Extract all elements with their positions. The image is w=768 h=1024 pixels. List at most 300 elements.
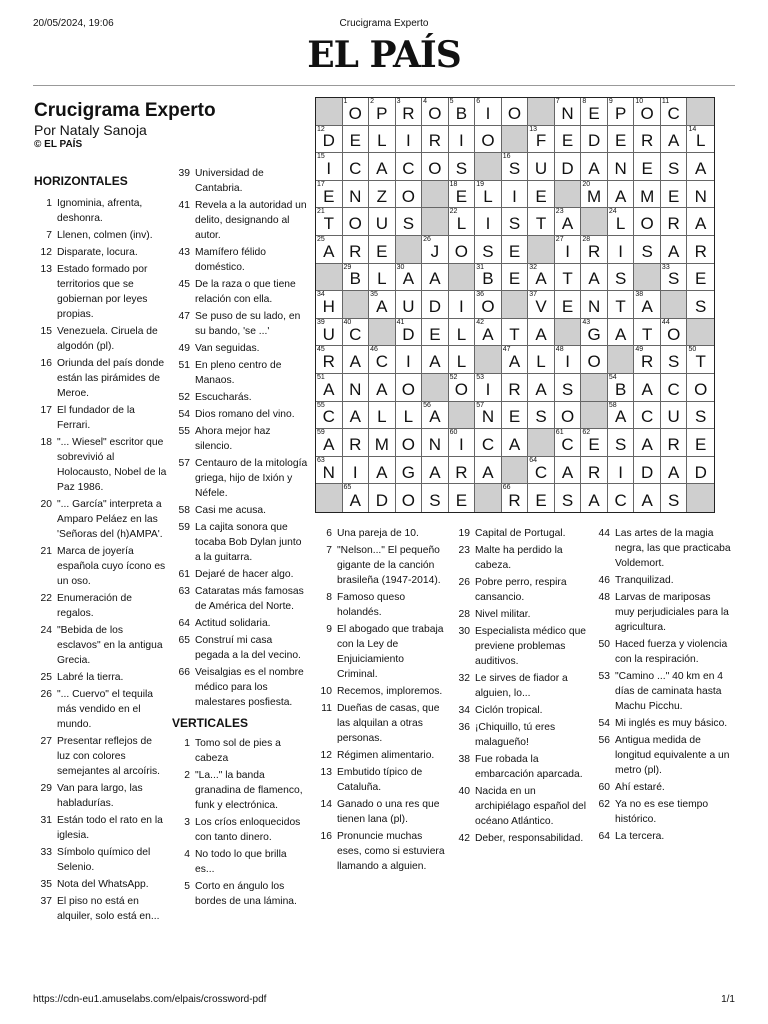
grid-cell[interactable]: [661, 429, 688, 457]
grid-cell[interactable]: [528, 346, 555, 374]
grid-cell[interactable]: [608, 126, 635, 154]
grid-cell[interactable]: [555, 457, 582, 485]
grid-cell[interactable]: [581, 429, 608, 457]
grid-cell[interactable]: [343, 98, 370, 126]
grid-block: [502, 126, 529, 154]
cell-letter: C: [349, 324, 362, 344]
grid-cell[interactable]: [396, 319, 423, 347]
grid-cell[interactable]: [687, 208, 714, 236]
grid-cell[interactable]: [608, 484, 635, 512]
grid-cell[interactable]: [396, 98, 423, 126]
cell-letter: R: [508, 490, 521, 510]
cell-number: 55: [317, 401, 325, 409]
grid-cell[interactable]: [422, 319, 449, 347]
grid-cell[interactable]: [581, 126, 608, 154]
grid-cell[interactable]: [396, 291, 423, 319]
grid-cell[interactable]: [343, 181, 370, 209]
grid-cell[interactable]: [634, 181, 661, 209]
cell-number: 63: [317, 456, 325, 464]
cell-letter: E: [376, 241, 388, 261]
grid-cell[interactable]: [396, 484, 423, 512]
grid-block: [369, 319, 396, 347]
grid-cell[interactable]: [634, 374, 661, 402]
grid-cell[interactable]: [661, 98, 688, 126]
grid-cell[interactable]: [422, 346, 449, 374]
clue-item: [452, 543, 588, 573]
grid-cell[interactable]: [475, 181, 502, 209]
grid-cell[interactable]: [396, 153, 423, 181]
grid-cell[interactable]: [687, 181, 714, 209]
grid-cell[interactable]: [369, 484, 396, 512]
clue-number: 34: [458, 705, 470, 716]
grid-cell[interactable]: [661, 346, 688, 374]
grid-cell[interactable]: [369, 374, 396, 402]
clue-text: Cataratas más famosas de América del Norte.: [195, 586, 304, 612]
grid-cell[interactable]: [449, 153, 476, 181]
grid-cell[interactable]: [528, 374, 555, 402]
grid-cell[interactable]: [661, 402, 688, 430]
grid-cell[interactable]: [502, 181, 529, 209]
clue-item: [172, 736, 308, 766]
clue-item: [452, 703, 588, 718]
grid-cell[interactable]: [475, 291, 502, 319]
grid-cell[interactable]: [475, 264, 502, 292]
cell-letter: A: [668, 241, 680, 261]
cell-number: 62: [582, 429, 591, 437]
clue-text: La tercera.: [615, 831, 665, 842]
grid-cell[interactable]: [528, 484, 555, 512]
grid-cell[interactable]: [422, 402, 449, 430]
grid-cell[interactable]: [661, 181, 688, 209]
grid-cell[interactable]: [608, 181, 635, 209]
grid-block: [687, 484, 714, 512]
grid-block: [555, 319, 582, 347]
grid-cell[interactable]: [687, 126, 714, 154]
cell-letter: L: [615, 214, 626, 234]
clue-text: Están todo el rato en la iglesia.: [57, 815, 163, 841]
grid-cell[interactable]: [634, 126, 661, 154]
grid-cell[interactable]: [369, 236, 396, 264]
grid-cell[interactable]: [634, 236, 661, 264]
clue-text: "... Cuervo" el tequila más vendido en el mundo.: [57, 689, 154, 730]
clue-text: Tomo sol de pies a cabeza: [195, 738, 281, 764]
grid-cell[interactable]: [661, 319, 688, 347]
clue-item: [34, 403, 168, 433]
clue-text: Nivel militar.: [475, 609, 531, 620]
clue-text: Ahora mejor haz silencio.: [195, 426, 271, 452]
grid-cell[interactable]: [316, 153, 343, 181]
cell-letter: A: [695, 158, 707, 178]
grid-cell[interactable]: [369, 402, 396, 430]
cell-letter: A: [695, 214, 707, 234]
grid-cell[interactable]: [343, 484, 370, 512]
clue-item: [34, 435, 168, 495]
grid-cell[interactable]: [608, 402, 635, 430]
grid-block: [581, 374, 608, 402]
grid-cell[interactable]: [396, 374, 423, 402]
grid-cell[interactable]: [502, 98, 529, 126]
grid-cell[interactable]: [634, 153, 661, 181]
grid-cell[interactable]: [608, 208, 635, 236]
grid-cell[interactable]: [449, 429, 476, 457]
cell-letter: C: [481, 434, 495, 454]
grid-cell[interactable]: [687, 236, 714, 264]
grid-block: [316, 484, 343, 512]
grid-cell[interactable]: [369, 291, 396, 319]
grid-cell[interactable]: [687, 402, 714, 430]
grid-cell[interactable]: [634, 319, 661, 347]
cell-letter: F: [535, 131, 547, 151]
clue-item: [172, 390, 308, 405]
grid-cell[interactable]: [634, 208, 661, 236]
grid-cell[interactable]: [528, 291, 555, 319]
cell-number: 45: [317, 346, 325, 354]
clue-text: Dios romano del vino.: [195, 409, 295, 420]
grid-cell[interactable]: [316, 236, 343, 264]
grid-cell[interactable]: [422, 126, 449, 154]
cell-letter: O: [640, 214, 654, 234]
clue-item: [592, 797, 732, 827]
clue-item: [34, 497, 168, 542]
cell-letter: C: [349, 158, 362, 178]
cell-letter: A: [376, 379, 388, 399]
cell-letter: T: [535, 214, 547, 234]
grid-cell[interactable]: [422, 484, 449, 512]
grid-cell[interactable]: [555, 153, 582, 181]
clue-text: Ciclón tropical.: [475, 705, 543, 716]
grid-cell[interactable]: [581, 346, 608, 374]
grid-cell[interactable]: [687, 291, 714, 319]
grid-cell[interactable]: [316, 402, 343, 430]
grid-cell[interactable]: [343, 457, 370, 485]
grid-cell[interactable]: [449, 126, 476, 154]
clue-item: [172, 520, 308, 565]
grid-cell[interactable]: [555, 484, 582, 512]
grid-cell[interactable]: [608, 236, 635, 264]
puzzle-copyright: © EL PAÍS: [34, 139, 83, 150]
grid-cell[interactable]: [449, 291, 476, 319]
cell-number: 6: [476, 98, 481, 105]
grid-cell[interactable]: [343, 402, 370, 430]
grid-cell[interactable]: [449, 484, 476, 512]
grid-cell[interactable]: [634, 484, 661, 512]
clue-item: [172, 815, 308, 845]
cell-letter: O: [401, 434, 415, 454]
grid-cell[interactable]: [449, 181, 476, 209]
grid-cell[interactable]: [555, 236, 582, 264]
cell-letter: A: [641, 296, 653, 316]
grid-cell[interactable]: [634, 429, 661, 457]
cell-number: 29: [343, 263, 352, 271]
grid-cell[interactable]: [422, 153, 449, 181]
grid-cell[interactable]: [369, 98, 396, 126]
grid-cell[interactable]: [502, 208, 529, 236]
grid-cell[interactable]: [555, 291, 582, 319]
clue-number: 3: [184, 817, 190, 828]
cell-letter: A: [588, 269, 600, 289]
cell-number: 40: [343, 318, 352, 326]
cell-letter: S: [535, 407, 547, 427]
grid-cell[interactable]: [475, 126, 502, 154]
grid-cell[interactable]: [687, 374, 714, 402]
grid-cell[interactable]: [369, 208, 396, 236]
grid-cell[interactable]: [502, 429, 529, 457]
grid-cell[interactable]: [502, 153, 529, 181]
cell-letter: O: [640, 103, 654, 123]
clue-text: "Nelson..." El pequeño gigante de la canción brasileña (1947-2014).: [337, 545, 441, 586]
grid-cell[interactable]: [316, 346, 343, 374]
cell-number: 32: [529, 263, 538, 271]
grid-cell[interactable]: [369, 153, 396, 181]
grid-cell[interactable]: [475, 208, 502, 236]
horizontales-column-2: [172, 166, 308, 911]
cell-letter: C: [667, 379, 680, 399]
grid-cell[interactable]: [343, 264, 370, 292]
cell-letter: T: [509, 324, 520, 344]
grid-cell[interactable]: [369, 126, 396, 154]
cell-letter: A: [641, 490, 653, 510]
grid-cell[interactable]: [661, 236, 688, 264]
clue-text: Enumeración de regalos.: [57, 593, 132, 619]
grid-cell[interactable]: [502, 374, 529, 402]
grid-cell[interactable]: [608, 98, 635, 126]
grid-cell[interactable]: [581, 153, 608, 181]
cell-letter: E: [561, 296, 574, 316]
grid-cell[interactable]: [502, 346, 529, 374]
grid-cell[interactable]: [608, 457, 635, 485]
grid-cell[interactable]: [555, 429, 582, 457]
grid-cell[interactable]: [661, 374, 688, 402]
grid-cell[interactable]: [555, 126, 582, 154]
cell-letter: P: [614, 103, 627, 123]
clue-item: [34, 196, 168, 226]
cell-number: 23: [555, 208, 564, 216]
grid-cell[interactable]: [661, 126, 688, 154]
grid-block: [316, 98, 343, 126]
grid-cell[interactable]: [687, 429, 714, 457]
grid-cell[interactable]: [396, 181, 423, 209]
cell-number: 27: [555, 236, 564, 243]
grid-cell[interactable]: [634, 346, 661, 374]
grid-cell[interactable]: [396, 346, 423, 374]
grid-cell[interactable]: [475, 374, 502, 402]
grid-cell[interactable]: [475, 98, 502, 126]
grid-cell[interactable]: [687, 457, 714, 485]
grid-cell[interactable]: [555, 264, 582, 292]
grid-cell[interactable]: [449, 346, 476, 374]
grid-cell[interactable]: [608, 429, 635, 457]
grid-cell[interactable]: [528, 208, 555, 236]
grid-block: [396, 236, 423, 264]
grid-cell[interactable]: [422, 457, 449, 485]
grid-cell[interactable]: [581, 236, 608, 264]
grid-cell[interactable]: [396, 264, 423, 292]
cell-letter: E: [588, 103, 600, 123]
grid-cell[interactable]: [422, 264, 449, 292]
grid-cell[interactable]: [608, 319, 635, 347]
cell-number: 44: [661, 318, 670, 326]
clue-number: 18: [40, 437, 52, 448]
cell-letter: I: [405, 352, 411, 372]
cell-letter: I: [326, 158, 332, 178]
grid-cell[interactable]: [528, 126, 555, 154]
cell-number: 13: [529, 125, 538, 133]
grid-cell[interactable]: [343, 236, 370, 264]
clue-text: Ahí estaré.: [615, 782, 665, 793]
grid-cell[interactable]: [449, 98, 476, 126]
grid-cell[interactable]: [475, 429, 502, 457]
grid-cell[interactable]: [634, 98, 661, 126]
clue-text: Actitud solidaria.: [195, 618, 271, 629]
grid-cell[interactable]: [475, 236, 502, 264]
grid-cell[interactable]: [316, 126, 343, 154]
cell-letter: I: [512, 186, 517, 206]
grid-cell[interactable]: [475, 402, 502, 430]
grid-cell[interactable]: [369, 429, 396, 457]
grid-cell[interactable]: [316, 181, 343, 209]
clue-number: 1: [184, 738, 190, 749]
grid-cell[interactable]: [502, 484, 529, 512]
grid-cell[interactable]: [422, 291, 449, 319]
grid-cell[interactable]: [634, 457, 661, 485]
clue-item: [592, 733, 732, 778]
grid-cell[interactable]: [502, 264, 529, 292]
cell-letter: T: [641, 324, 653, 344]
grid-cell[interactable]: [343, 153, 370, 181]
clue-text: Labré la tierra.: [57, 672, 124, 683]
grid-cell[interactable]: [396, 429, 423, 457]
grid-cell[interactable]: [343, 208, 370, 236]
grid-cell[interactable]: [528, 319, 555, 347]
grid-cell[interactable]: [502, 319, 529, 347]
grid-cell[interactable]: [449, 236, 476, 264]
grid-cell[interactable]: [369, 264, 396, 292]
grid-cell[interactable]: [369, 457, 396, 485]
cell-letter: G: [401, 462, 415, 482]
grid-cell[interactable]: [316, 457, 343, 485]
grid-cell[interactable]: [608, 264, 635, 292]
grid-cell[interactable]: [316, 374, 343, 402]
grid-cell[interactable]: [528, 457, 555, 485]
grid-cell[interactable]: [661, 208, 688, 236]
grid-cell[interactable]: [581, 484, 608, 512]
grid-cell[interactable]: [687, 153, 714, 181]
grid-cell[interactable]: [555, 402, 582, 430]
cell-number: 54: [608, 374, 617, 381]
clue-text: Régimen alimentario.: [337, 750, 435, 761]
grid-cell[interactable]: [449, 374, 476, 402]
cell-letter: E: [668, 186, 680, 206]
cell-letter: L: [483, 186, 493, 206]
grid-cell[interactable]: [422, 429, 449, 457]
grid-cell[interactable]: [661, 264, 688, 292]
grid-block: [528, 98, 555, 126]
grid-cell[interactable]: [581, 264, 608, 292]
grid-cell[interactable]: [528, 153, 555, 181]
grid-cell[interactable]: [369, 346, 396, 374]
clue-text: Tranquilizad.: [615, 575, 674, 586]
cell-number: 10: [635, 98, 644, 105]
cell-letter: Z: [376, 186, 388, 206]
grid-cell[interactable]: [475, 319, 502, 347]
grid-cell[interactable]: [449, 457, 476, 485]
cell-number: 5: [449, 98, 454, 105]
grid-block: [502, 291, 529, 319]
clue-number: 66: [178, 667, 190, 678]
grid-cell[interactable]: [555, 346, 582, 374]
grid-cell[interactable]: [528, 402, 555, 430]
grid-cell[interactable]: [687, 346, 714, 374]
grid-cell[interactable]: [581, 319, 608, 347]
grid-cell[interactable]: [687, 264, 714, 292]
grid-cell[interactable]: [608, 291, 635, 319]
grid-cell[interactable]: [343, 126, 370, 154]
clue-text: Recemos, imploremos.: [337, 686, 443, 697]
grid-cell[interactable]: [608, 374, 635, 402]
grid-cell[interactable]: [343, 319, 370, 347]
clue-text: Malte ha perdido la cabeza.: [475, 545, 563, 571]
cell-number: 41: [396, 318, 405, 326]
grid-cell[interactable]: [555, 98, 582, 126]
grid-cell[interactable]: [316, 319, 343, 347]
clue-text: Van seguidas.: [195, 343, 260, 354]
clue-text: Van para largo, las habladurías.: [57, 783, 143, 809]
grid-cell[interactable]: [316, 291, 343, 319]
grid-cell[interactable]: [661, 457, 688, 485]
grid-cell[interactable]: [475, 457, 502, 485]
cell-number: 65: [343, 484, 352, 492]
grid-cell[interactable]: [581, 181, 608, 209]
clue-number: 16: [40, 358, 52, 369]
grid-cell[interactable]: [343, 346, 370, 374]
grid-cell[interactable]: [343, 429, 370, 457]
grid-cell[interactable]: [422, 98, 449, 126]
grid-cell[interactable]: [555, 208, 582, 236]
grid-cell[interactable]: [661, 484, 688, 512]
grid-cell[interactable]: [581, 98, 608, 126]
grid-cell[interactable]: [634, 291, 661, 319]
grid-cell[interactable]: [396, 402, 423, 430]
clue-item: [452, 526, 588, 541]
grid-cell[interactable]: [502, 236, 529, 264]
grid-cell[interactable]: [422, 236, 449, 264]
grid-cell[interactable]: [581, 291, 608, 319]
clue-number: 40: [458, 786, 470, 797]
cell-letter: L: [456, 324, 467, 344]
grid-cell[interactable]: [528, 264, 555, 292]
grid-cell[interactable]: [449, 208, 476, 236]
cell-letter: A: [376, 158, 388, 178]
grid-cell[interactable]: [528, 181, 555, 209]
grid-cell[interactable]: [396, 208, 423, 236]
grid-cell[interactable]: [555, 374, 582, 402]
grid-cell[interactable]: [316, 429, 343, 457]
grid-cell[interactable]: [369, 181, 396, 209]
grid-cell[interactable]: [343, 374, 370, 402]
grid-cell[interactable]: [316, 208, 343, 236]
grid-cell[interactable]: [634, 402, 661, 430]
grid-cell[interactable]: [661, 153, 688, 181]
clue-number: 9: [326, 624, 332, 635]
grid-cell[interactable]: [396, 126, 423, 154]
grid-cell[interactable]: [396, 457, 423, 485]
grid-block: [449, 264, 476, 292]
clue-item: [592, 716, 732, 731]
grid-cell[interactable]: [502, 402, 529, 430]
grid-cell[interactable]: [581, 457, 608, 485]
grid-cell[interactable]: [449, 319, 476, 347]
grid-cell[interactable]: [608, 153, 635, 181]
